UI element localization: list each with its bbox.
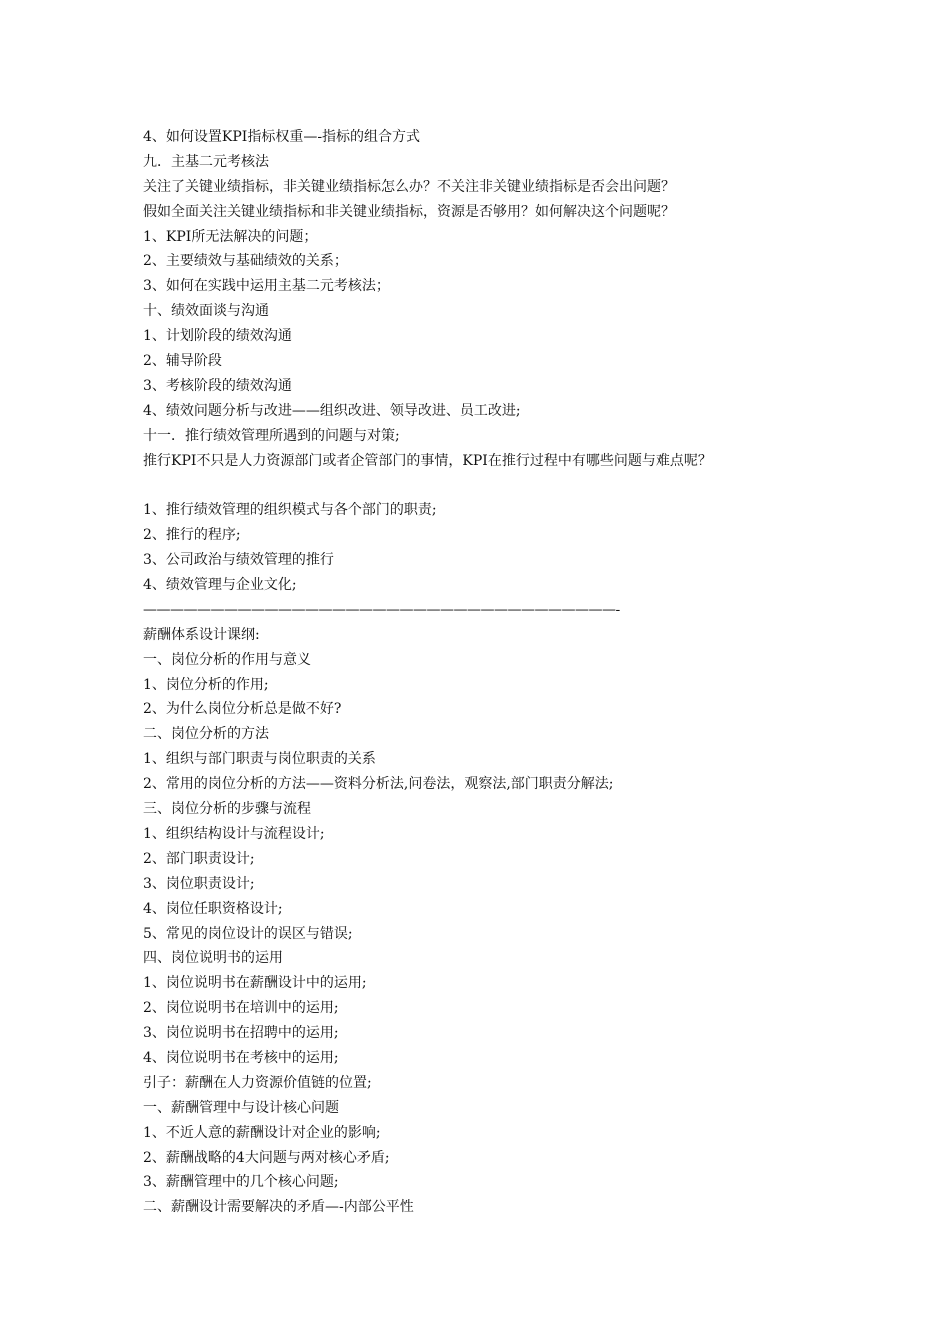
text-line: 1、岗位说明书在薪酬设计中的运用; [143,975,367,992]
text-line: 4、绩效问题分析与改进——组织改进、领导改进、员工改进; [143,402,521,419]
text-line: 2、薪酬战略的4大问题与两对核心矛盾; [143,1149,390,1166]
text-line: 4、岗位任职资格设计; [143,900,283,917]
text-line: 2、部门职责设计; [143,850,255,867]
section-title: 薪酬体系设计课纲: [143,626,260,643]
text-line: 4、如何设置KPI指标权重—-指标的组合方式 [143,129,421,145]
text-line: 3、薪酬管理中的几个核心问题; [143,1174,339,1191]
text-line: 1、推行绩效管理的组织模式与各个部门的职责; [143,502,437,519]
document-page [143,125,843,1220]
text-line: 3、如何在实践中运用主基二元考核法； [143,278,390,295]
text-line: 3、岗位职责设计; [143,875,255,892]
section-heading: 九．主基二元考核法 [143,153,269,170]
section-heading: 一、薪酬管理中与设计核心问题 [143,1099,339,1116]
text-line: 4、岗位说明书在考核中的运用; [143,1049,339,1066]
text-line: 1、岗位分析的作用; [143,676,269,693]
text-line: 2、辅导阶段 [143,353,222,370]
text-line: 假如全面关注关键业绩指标和非关键业绩指标，资源是否够用？如何解决这个问题呢？ [143,203,675,220]
blank-line [143,473,843,498]
text-line: 推行KPI不只是人力资源部门或者企管部门的事情，KPI在推行过程中有哪些问题与难点呢？ [143,452,712,469]
section-heading: 十、绩效面谈与沟通 [143,303,269,320]
text-line: 关注了关键业绩指标，非关键业绩指标怎么办？不关注非关键业绩指标是否会出问题？ [143,178,675,195]
section-heading: 二、岗位分析的方法 [143,726,269,743]
text-line: 2、为什么岗位分析总是做不好? [143,701,342,718]
text-line: 1、组织结构设计与流程设计; [143,825,325,842]
text-line: 2、主要绩效与基础绩效的关系； [143,253,348,270]
text-line: 1、组织与部门职责与岗位职责的关系 [143,751,376,768]
divider-line: ———————————————————————————————————- [143,601,620,618]
text-line: 1、不近人意的薪酬设计对企业的影响; [143,1124,381,1141]
section-heading: 十一．推行绩效管理所遇到的问题与对策; [143,427,400,444]
text-line: 2、推行的程序; [143,527,241,544]
text-line: 2、常用的岗位分析的方法——资料分析法,问卷法，观察法,部门职责分解法; [143,776,614,793]
section-heading: 引子：薪酬在人力资源价值链的位置; [143,1074,372,1091]
section-heading: 三、岗位分析的步骤与流程 [143,801,311,818]
text-line: 2、岗位说明书在培训中的运用; [143,1000,339,1017]
text-line: 3、考核阶段的绩效沟通 [143,377,292,394]
text-line: 1、计划阶段的绩效沟通 [143,328,292,345]
text-line: 1、KPI所无法解决的问题； [143,228,318,245]
text-line: 5、常见的岗位设计的误区与错误; [143,925,353,942]
section-heading: 一、岗位分析的作用与意义 [143,651,311,668]
section-heading: 二、薪酬设计需要解决的矛盾—-内部公平性 [143,1199,414,1216]
text-line: 3、岗位说明书在招聘中的运用; [143,1025,339,1042]
text-line: 4、绩效管理与企业文化; [143,577,297,594]
section-heading: 四、岗位说明书的运用 [143,950,283,967]
text-line: 3、公司政治与绩效管理的推行 [143,552,334,569]
